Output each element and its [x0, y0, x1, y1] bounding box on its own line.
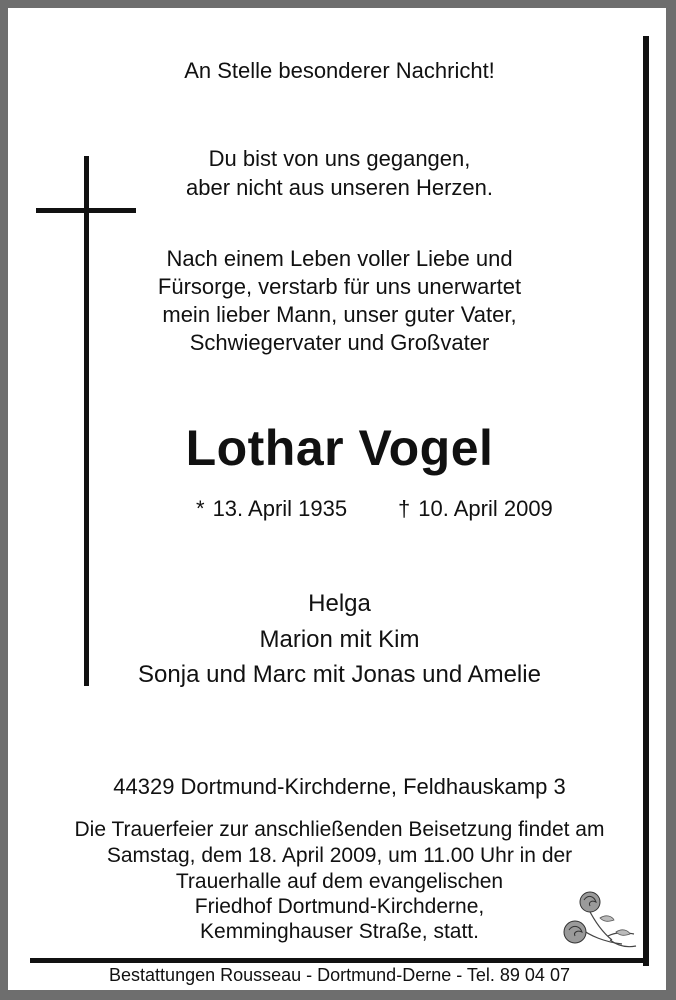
death-date: 10. April 2009: [418, 496, 553, 521]
roses-icon: [560, 888, 640, 952]
birth-date-group: [196, 496, 347, 522]
ceremony-line-5: Kemminghauser Straße, statt.: [200, 920, 479, 943]
frame-shadow-bottom: [30, 958, 649, 963]
ceremony-line-1: Die Trauerfeier zur anschließenden Beisetzung findet am: [74, 818, 605, 841]
death-dagger-icon: †: [398, 496, 411, 521]
intro-line-4: Schwiegervater und Großvater: [189, 330, 490, 355]
ceremony-line-4: Friedhof Dortmund-Kirchderne,: [194, 895, 485, 918]
family-line-1: Helga: [308, 590, 371, 617]
intro-line-3: mein lieber Mann, unser guter Vater,: [162, 302, 517, 327]
intro-line-1: Nach einem Leben voller Liebe und: [166, 246, 513, 271]
birth-date: 13. April 1935: [212, 496, 348, 521]
ceremony-line-2: Samstag, dem 18. April 2009, um 11.00 Uhr in der: [106, 844, 573, 867]
funeral-home-footer: Bestattungen Rousseau - Dortmund-Derne - Tel. 89 04 07: [109, 965, 570, 985]
family-line-3: Sonja und Marc mit Jonas und Amelie: [138, 661, 541, 688]
quote-line-2: aber nicht aus unseren Herzen.: [186, 175, 493, 200]
death-date-group: [398, 496, 553, 522]
address-line: 44329 Dortmund-Kirchderne, Feldhauskamp 3: [113, 774, 566, 799]
birth-star-icon: *: [196, 496, 205, 521]
deceased-name: Lothar Vogel: [185, 420, 494, 476]
quote-line-1: Du bist von uns gegangen,: [208, 146, 471, 171]
intro-line-2: Fürsorge, verstarb für uns unerwartet: [157, 274, 522, 299]
life-dates: [30, 496, 649, 524]
family-line-2: Marion mit Kim: [259, 626, 420, 653]
cross-horizontal-bar: [36, 208, 136, 213]
ceremony-line-3: Trauerhalle auf dem evangelischen: [175, 870, 504, 893]
header-line: An Stelle besonderer Nachricht!: [184, 58, 495, 83]
